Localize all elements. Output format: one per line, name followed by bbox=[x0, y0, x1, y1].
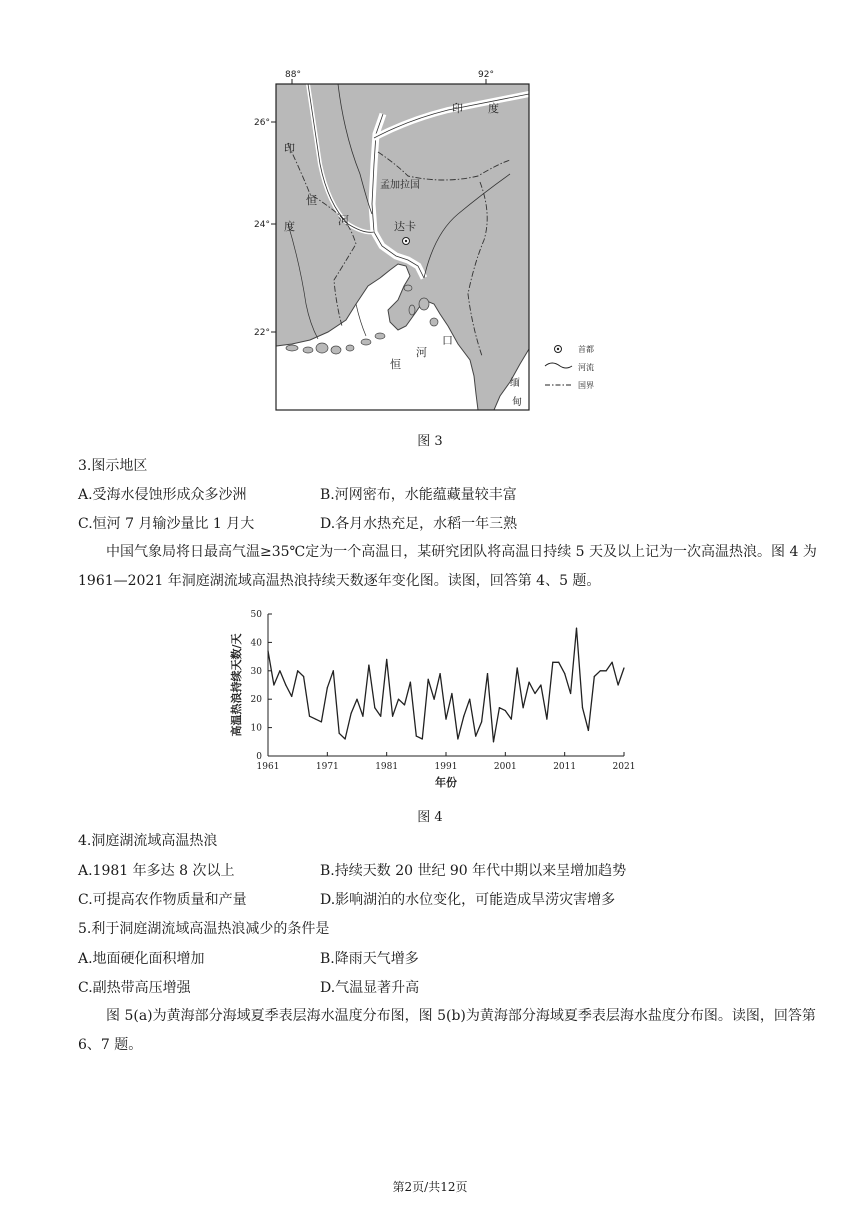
data-point bbox=[339, 733, 340, 734]
data-point bbox=[445, 718, 446, 719]
data-point bbox=[582, 707, 583, 708]
data-point bbox=[493, 741, 494, 742]
data-point bbox=[297, 670, 298, 671]
lat-label-22: 22° bbox=[254, 328, 270, 338]
q3-option-b: B.河网密布，水能蕴藏量较丰富 bbox=[320, 487, 517, 503]
data-point bbox=[463, 716, 464, 717]
q3-option-a: A.受海水侵蚀形成众多沙洲 bbox=[78, 487, 247, 503]
label-india-left-1: 印 bbox=[284, 142, 295, 155]
q5-stem: 5.利于洞庭湖流域高温热浪减少的条件是 bbox=[78, 921, 330, 937]
data-point bbox=[612, 662, 613, 663]
label-estuary-2: 河 bbox=[416, 346, 427, 359]
legend-river: 河流 bbox=[578, 363, 594, 372]
data-point bbox=[576, 628, 577, 629]
q4-option-c: C.可提高农作物质量和产量 bbox=[78, 892, 247, 908]
data-point bbox=[499, 707, 500, 708]
label-india-top-1: 印 bbox=[452, 102, 463, 115]
data-point bbox=[505, 710, 506, 711]
y-tick-label: 20 bbox=[250, 695, 262, 706]
data-point bbox=[291, 696, 292, 697]
data-point bbox=[392, 716, 393, 717]
data-point bbox=[600, 670, 601, 671]
data-point bbox=[356, 699, 357, 700]
data-point bbox=[457, 738, 458, 739]
x-axis-label: 年份 bbox=[435, 776, 457, 789]
y-tick-label: 10 bbox=[250, 723, 262, 734]
q4-option-b: B.持续天数 20 世纪 90 年代中期以来呈增加趋势 bbox=[320, 863, 627, 879]
intro-q6-q7: 图 5(a)为黄海部分海域夏季表层海水温度分布图，图 5(b)为黄海部分海域夏季表层海水盐度分布图。读图，回答第 6、7 题。 bbox=[78, 1008, 816, 1053]
x-tick-label: 1991 bbox=[434, 762, 458, 772]
lon-label-88: 88° bbox=[285, 70, 301, 80]
data-point bbox=[327, 687, 328, 688]
y-axis-label: 高温热浪持续天数/天 bbox=[230, 633, 243, 737]
data-point bbox=[528, 682, 529, 683]
data-point bbox=[523, 707, 524, 708]
data-point bbox=[350, 713, 351, 714]
x-tick-label: 1961 bbox=[256, 762, 280, 772]
figure3-map bbox=[248, 64, 608, 416]
data-point bbox=[374, 707, 375, 708]
y-tick-label: 30 bbox=[250, 666, 262, 677]
label-bangladesh: 孟加拉国 bbox=[380, 180, 420, 191]
data-point bbox=[345, 738, 346, 739]
series-line bbox=[268, 628, 624, 742]
page-footer: 第2页/共12页 bbox=[392, 1180, 468, 1194]
y-tick-label: 50 bbox=[250, 610, 262, 620]
map-legend bbox=[545, 344, 594, 390]
label-india-left-2: 度 bbox=[284, 220, 295, 233]
data-point bbox=[546, 718, 547, 719]
data-point bbox=[588, 730, 589, 731]
data-point bbox=[594, 676, 595, 677]
data-point bbox=[534, 693, 535, 694]
q3-option-d: D.各月水热充足，水稻一年三熟 bbox=[320, 516, 518, 532]
data-point bbox=[273, 684, 274, 685]
data-point bbox=[570, 693, 571, 694]
lon-label-92: 92° bbox=[478, 70, 494, 80]
data-point bbox=[439, 673, 440, 674]
y-tick-label: 40 bbox=[250, 638, 262, 649]
label-myanmar-1: 缅 bbox=[510, 378, 520, 389]
data-point bbox=[315, 718, 316, 719]
x-tick-label: 2021 bbox=[612, 762, 636, 772]
figure4-chart bbox=[222, 604, 642, 800]
q5-option-b: B.降雨天气增多 bbox=[320, 951, 419, 967]
data-point bbox=[422, 738, 423, 739]
data-point bbox=[428, 679, 429, 680]
x-tick-label: 2001 bbox=[493, 762, 517, 772]
q4-option-a: A.1981 年多达 8 次以上 bbox=[78, 863, 235, 879]
data-point bbox=[517, 667, 518, 668]
x-tick-label: 1971 bbox=[315, 762, 339, 772]
data-point bbox=[481, 721, 482, 722]
q5-option-c: C.副热带高压增强 bbox=[78, 980, 191, 996]
y-tick-label: 0 bbox=[256, 752, 262, 762]
figure3-caption: 图 3 bbox=[417, 434, 443, 449]
data-point bbox=[552, 662, 553, 663]
data-point bbox=[540, 684, 541, 685]
q3-option-c: C.恒河 7 月输沙量比 1 月大 bbox=[78, 516, 255, 532]
data-point bbox=[279, 670, 280, 671]
data-point bbox=[404, 704, 405, 705]
q4-stem: 4.洞庭湖流域高温热浪 bbox=[78, 833, 218, 849]
data-point bbox=[398, 699, 399, 700]
q5-option-d: D.气温显著升高 bbox=[320, 980, 420, 996]
q4-option-d: D.影响湖泊的水位变化，可能造成旱涝灾害增多 bbox=[320, 892, 616, 908]
data-point bbox=[309, 716, 310, 717]
label-ganges-1: 恒 bbox=[306, 194, 317, 207]
label-india-top-2: 度 bbox=[488, 102, 499, 115]
data-point bbox=[558, 662, 559, 663]
x-tick-label: 2011 bbox=[553, 762, 577, 772]
lat-label-26: 26° bbox=[254, 118, 270, 128]
data-point bbox=[434, 699, 435, 700]
data-point bbox=[368, 665, 369, 666]
label-dhaka: 达卡 bbox=[394, 220, 416, 233]
data-point bbox=[564, 673, 565, 674]
label-estuary-1: 恒 bbox=[390, 358, 401, 371]
data-point bbox=[416, 736, 417, 737]
data-point bbox=[362, 716, 363, 717]
data-point bbox=[623, 667, 624, 668]
lat-label-24: 24° bbox=[254, 220, 270, 230]
q3-stem: 3.图示地区 bbox=[78, 458, 148, 474]
data-point bbox=[410, 682, 411, 683]
label-estuary-3: 口 bbox=[442, 334, 453, 347]
data-point bbox=[386, 659, 387, 660]
x-tick-label: 1981 bbox=[375, 762, 399, 772]
data-point bbox=[511, 718, 512, 719]
legend-capital: 首都 bbox=[578, 345, 594, 354]
figure4-caption: 图 4 bbox=[417, 810, 443, 825]
data-point bbox=[380, 716, 381, 717]
data-point bbox=[606, 670, 607, 671]
data-point bbox=[267, 650, 268, 651]
data-point bbox=[321, 721, 322, 722]
data-point bbox=[487, 673, 488, 674]
intro-q4-q5: 中国气象局将日最高气温≥35℃定为一个高温日，某研究团队将高温日持续 5 天及以上记为一次高温热浪。图 4 为 1961—2021 年洞庭湖流域高温热浪持续天数逐年变化图。读图，回答第 4、5 题。 bbox=[78, 544, 817, 589]
data-point bbox=[333, 670, 334, 671]
data-point bbox=[303, 676, 304, 677]
data-point bbox=[617, 684, 618, 685]
q5-option-a: A.地面硬化面积增加 bbox=[78, 951, 205, 967]
data-point bbox=[475, 736, 476, 737]
label-myanmar-2: 甸 bbox=[512, 397, 522, 408]
data-point bbox=[285, 684, 286, 685]
data-point bbox=[469, 699, 470, 700]
legend-border: 国界 bbox=[578, 381, 594, 390]
label-ganges-2: 河 bbox=[338, 214, 349, 227]
data-point bbox=[451, 693, 452, 694]
